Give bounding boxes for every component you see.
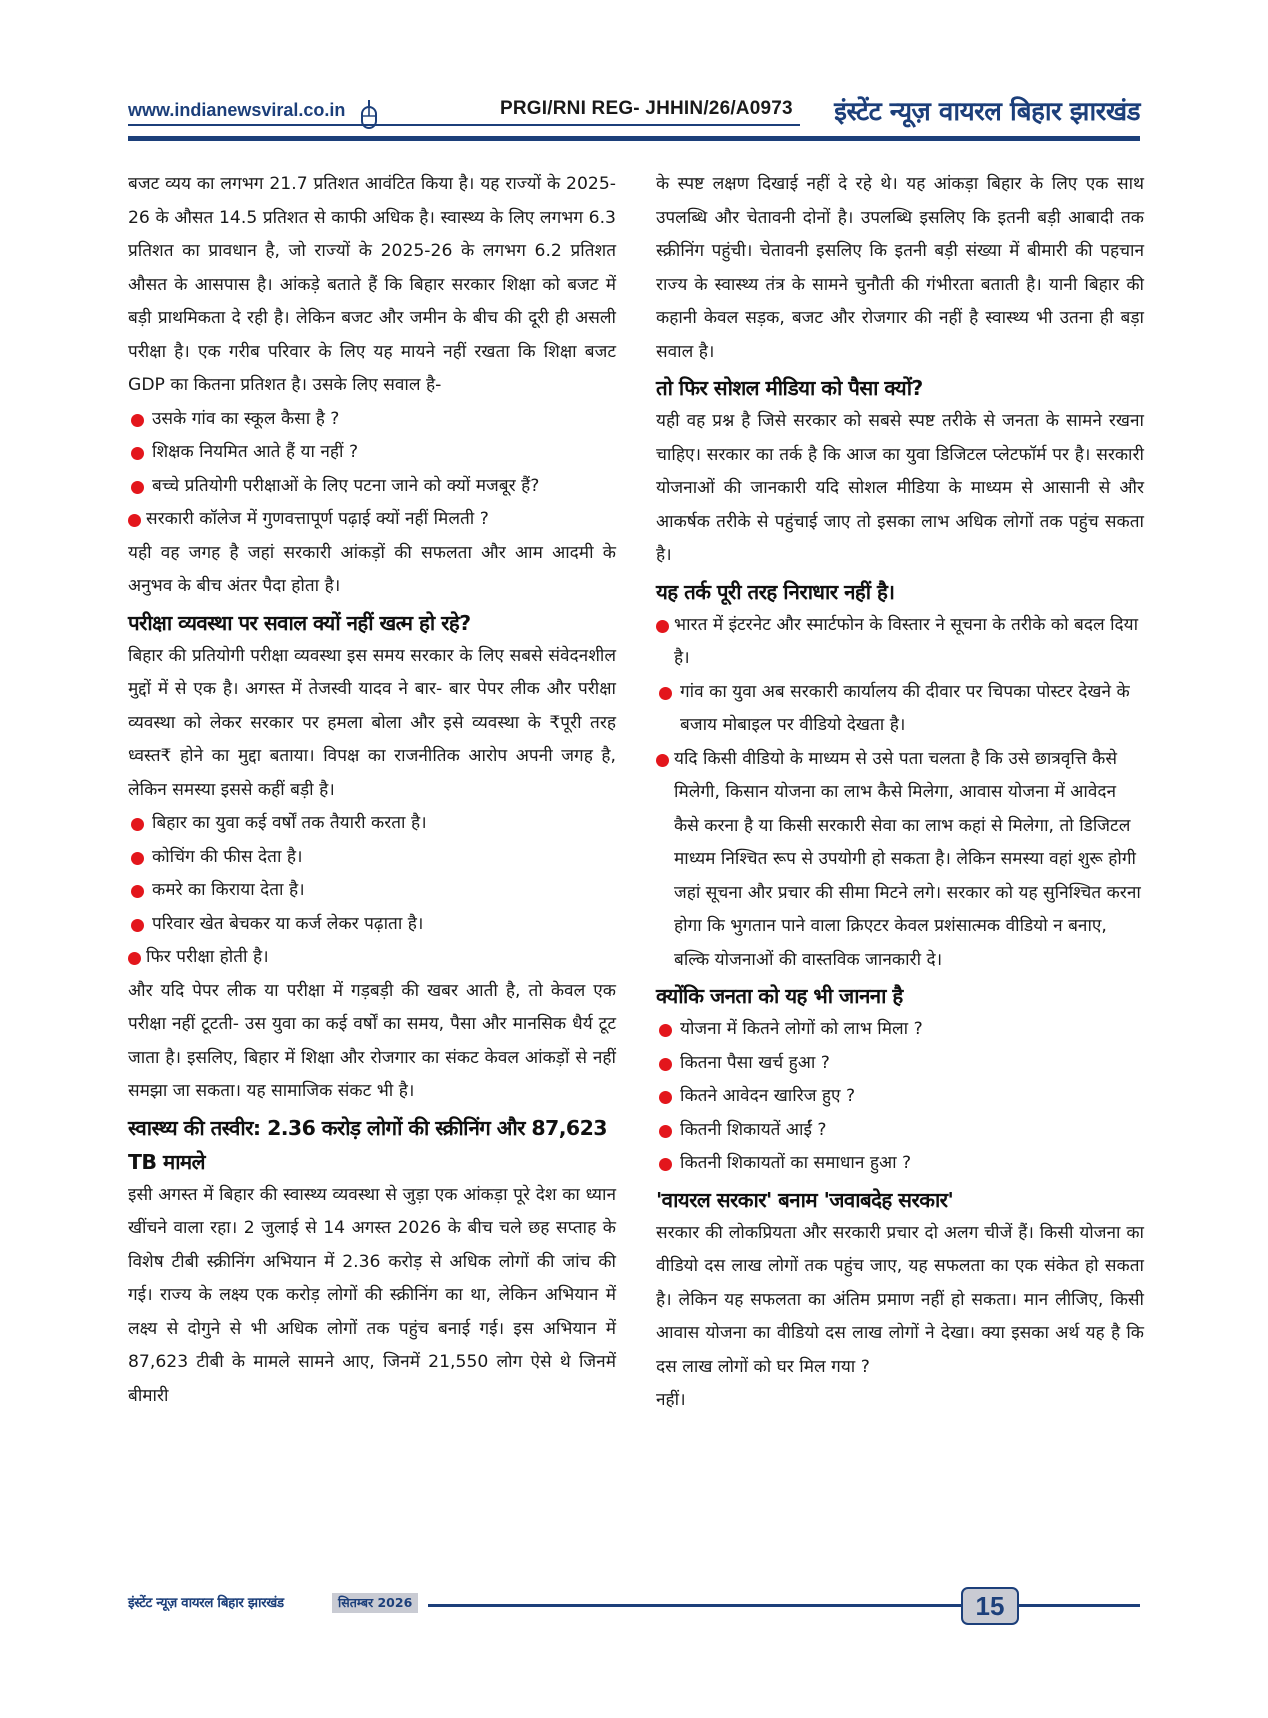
list-item: गांव का युवा अब सरकारी कार्यालय की दीवार पर चिपका पोस्टर देखने के बजाय मोबाइल पर वीडियो देखता है। (656, 676, 1144, 743)
header-rule-thin (128, 124, 800, 126)
section-heading: स्वास्थ्य की तस्वीर: 2.36 करोड़ लोगों की स्क्रीनिंग और 87,623 TB मामले (128, 1115, 607, 1174)
list-item: यदि किसी वीडियो के माध्यम से उसे पता चलता है कि उसे छात्रवृत्ति कैसे मिलेगी, किसान योजना का लाभ कैसे मिलेगा, आवास योजना में आवेदन कैसे करना है या किसी सरकारी सेवा का लाभ कहां से मिलेगा, तो डिजिटल माध्यम निश्चित रूप से उपयोगी हो सकता है। लेकिन समस्या वहां शुरू होगी जहां सूचना और प्रचार की सीमा मिटने लगे। सरकार को यह सुनिश्चित करना होगा कि भुगतान पाने वाला क्रिएटर केवल प्रशंसात्मक वीडियो न बनाए, बल्कि योजनाओं की वास्तविक जानकारी दे। (656, 743, 1144, 978)
paragraph: इसी अगस्त में बिहार की स्वास्थ्य व्यवस्था से जुड़ा एक आंकड़ा पूरे देश का ध्यान खींचने वाला रहा। 2 जुलाई से 14 अगस्त 2026 के बीच चले छह सप्ताह के विशेष टीबी स्क्रीनिंग अभियान में 2.36 करोड़ से अधिक लोगों की जांच की गई। राज्य के लक्ष्य एक करोड़ लोगों की स्क्रीनिंग का था, लेकिन अभियान में लक्ष्य से दोगुने से भी अधिक लोगों तक पहुंच बनाई गई। इस अभियान में 87,623 टीबी के मामले सामने आए, जिनमें 21,550 लोग ऐसे थे जिनमें बीमारी (128, 1184, 616, 1406)
registration-number: PRGI/RNI REG- JHHIN/26/A0973 (500, 98, 793, 119)
section-heading: तो फिर सोशल मीडिया को पैसा क्यों? (656, 376, 923, 400)
right-column (656, 168, 1144, 1418)
bullet-list (128, 403, 616, 537)
list-item: बच्चे प्रतियोगी परीक्षाओं के लिए पटना जाने को क्यों मजबूर हैं? (128, 470, 616, 504)
list-item: भारत में इंटरनेट और स्मार्टफोन के विस्तार ने सूचना के तरीके को बदल दिया है। (656, 609, 1144, 676)
paragraph: बजट व्यय का लगभग 21.7 प्रतिशत आवंटित किया है। यह राज्यों के 2025-26 के औसत 14.5 प्रतिशत से काफी अधिक है। स्वास्थ्य के लिए लगभग 6.3 प्रतिशत का प्रावधान है, जो राज्यों के 2025-26 के लगभग 6.2 प्रतिशत औसत के आसपास है। आंकड़े बताते हैं कि बिहार सरकार शिक्षा को बजट में बड़ी प्राथमिकता दे रही है। लेकिन बजट और जमीन के बीच की दूरी ही असली परीक्षा है। एक गरीब परिवार के लिए यह मायने नहीं रखता कि शिक्षा बजट GDP का कितना प्रतिशत है। उसके लिए सवाल है- (128, 174, 616, 395)
bullet-list (128, 807, 616, 975)
paragraph: यही वह जगह है जहां सरकारी आंकड़ों की सफलता और आम आदमी के अनुभव के बीच अंतर पैदा होता है। (128, 542, 616, 596)
list-item: उसके गांव का स्कूल कैसा है ? (128, 403, 616, 437)
list-item: कितनी शिकायतों का समाधान हुआ ? (656, 1147, 1144, 1181)
page-header (128, 96, 1140, 156)
list-item: कोचिंग की फीस देता है। (128, 841, 616, 875)
list-item: कितनी शिकायतें आईं ? (656, 1114, 1144, 1148)
footer-brand: इंस्टेंट न्यूज़ वायरल बिहार झारखंड (128, 1595, 284, 1611)
section-heading: 'वायरल सरकार' बनाम 'जवाबदेह सरकार' (656, 1187, 954, 1212)
section-heading: यह तर्क पूरी तरह निराधार नहीं है। (656, 579, 895, 604)
header-rule-thick (128, 136, 1140, 141)
list-item: शिक्षक नियमित आते हैं या नहीं ? (128, 436, 616, 470)
section-heading: क्योंकि जनता को यह भी जानना है (656, 984, 903, 1008)
paragraph: के स्पष्ट लक्षण दिखाई नहीं दे रहे थे। यह आंकड़ा बिहार के लिए एक साथ उपलब्धि और चेतावनी दोनों है। उपलब्धि इसलिए कि इतनी बड़ी आबादी तक स्क्रीनिंग पहुंची। चेतावनी इसलिए कि इतनी बड़ी संख्या में बीमारी की पहचान राज्य के स्वास्थ्य तंत्र के सामने चुनौती की गंभीरता बताती है। यानी बिहार की कहानी केवल सड़क, बजट और रोजगार की नहीं है स्वास्थ्य भी उतना ही बड़ा सवाल है। (656, 174, 1144, 362)
list-item: सरकारी कॉलेज में गुणवत्तापूर्ण पढ़ाई क्यों नहीं मिलती ? (128, 503, 616, 537)
issue-date: सितम्बर 2026 (332, 1593, 418, 1613)
paragraph: नहीं। (656, 1390, 686, 1410)
website-url[interactable]: www.indianewsviral.co.in (128, 100, 346, 120)
list-item: कितने आवेदन खारिज हुए ? (656, 1080, 1144, 1114)
page-footer (128, 1586, 1140, 1626)
paragraph: यही वह प्रश्न है जिसे सरकार को सबसे स्पष्ट तरीके से जनता के सामने रखना चाहिए। सरकार का तर्क है कि आज का युवा डिजिटल प्लेटफॉर्म पर है। सरकारी योजनाओं की जानकारी यदि सोशल मीडिया के माध्यम से आसानी से और आकर्षक तरीके से पहुंचाई जाए तो इसका लाभ अधिक लोगों तक पहुंच सकता है। (656, 411, 1144, 565)
paragraph: और यदि पेपर लीक या परीक्षा में गड़बड़ी की खबर आती है, तो केवल एक परीक्षा नहीं टूटती- उस युवा का कई वर्षों का समय, पैसा और मानसिक धैर्य टूट जाता है। इसलिए, बिहार में शिक्षा और रोजगार का संकट केवल आंकड़ों से नहीं समझा जा सकता। यह सामाजिक संकट भी है। (128, 980, 616, 1101)
list-item: कितना पैसा खर्च हुआ ? (656, 1047, 1144, 1081)
bullet-list (656, 609, 1144, 978)
page-number: 15 (961, 1587, 1019, 1625)
list-item: कमरे का किराया देता है। (128, 874, 616, 908)
list-item: परिवार खेत बेचकर या कर्ज लेकर पढ़ाता है। (128, 908, 616, 942)
publication-brand: इंस्टेंट न्यूज़ वायरल बिहार झारखंड (834, 97, 1140, 127)
list-item: फिर परीक्षा होती है। (128, 941, 616, 975)
list-item: बिहार का युवा कई वर्षों तक तैयारी करता है। (128, 807, 616, 841)
paragraph: बिहार की प्रतियोगी परीक्षा व्यवस्था इस समय सरकार के लिए सबसे संवेदनशील मुद्दों में से एक है। अगस्त में तेजस्वी यादव ने बार- बार पेपर लीक और परीक्षा व्यवस्था को लेकर सरकार पर हमला बोला और इसे व्यवस्था के ₹पूरी तरह ध्वस्त₹ होने का मुद्दा बताया। विपक्ष का राजनीतिक आरोप अपनी जगह है, लेकिन समस्या इससे कहीं बड़ी है। (128, 645, 616, 800)
bullet-list (656, 1013, 1144, 1181)
paragraph: सरकार की लोकप्रियता और सरकारी प्रचार दो अलग चीजें हैं। किसी योजना का वीडियो दस लाख लोगों तक पहुंच जाए, यह सफलता का एक संकेत हो सकता है। लेकिन यह सफलता का अंतिम प्रमाण नहीं हो सकता। मान लीजिए, किसी आवास योजना का वीडियो दस लाख लोगों ने देखा। क्या इसका अर्थ यह है कि दस लाख लोगों को घर मिल गया ? (656, 1222, 1144, 1377)
footer-rule (428, 1604, 1140, 1607)
left-column (128, 168, 616, 1413)
section-heading: परीक्षा व्यवस्था पर सवाल क्यों नहीं खत्म हो रहे? (128, 610, 471, 635)
list-item: योजना में कितने लोगों को लाभ मिला ? (656, 1013, 1144, 1047)
